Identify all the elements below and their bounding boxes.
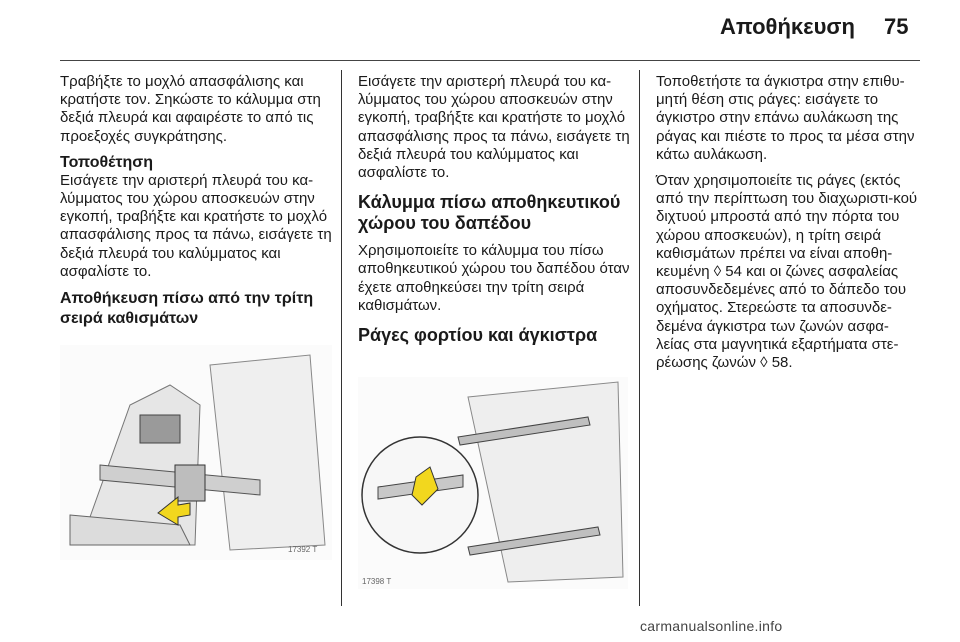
page-number: 75 [884,14,909,39]
paragraph: Χρησιμοποιείτε το κάλυμμα του πίσω αποθηκευτικού χώρου του δαπέδου όταν έχετε αποθηκεύσει την τρίτη σειρά καθισμάτων. [358,242,630,314]
figure-cargo-rails [358,377,628,589]
section-heading: Ράγες φορτίου και άγκιστρα [358,325,598,346]
paragraph: Όταν χρησιμοποιείτε τις ράγες (εκτός από την περίπτωση του διαχωριστι-κού διχτυού μπροστά από την πόρτα του χώρου αποσκευών), η τρίτη σειρά καθισμάτων πρέπει να είναι αποθη-κευμένη ◊ 54 και οι ζώνες ασφαλείας αποσυνδεδεμένες από το δάπεδο του οχήματος. Στερεώστε τα αποσυνδε-δεμένα άγκιστρα των ζωνών ασφα-λείας στα μαγνητικά εξαρτήματα στε-ρέωσης ζωνών ◊ 58. [656,172,918,372]
paragraph: Εισάγετε την αριστερή πλευρά του κα-λύμματος του χώρου αποσκευών στην εγκοπή, τραβήξτε και κρατήστε το μοχλό απασφάλισης προς τα πάνω, εισάγετε τη δεξιά πλευρά του καλύμματος και ασφαλίστε το. [358,73,630,182]
paragraph: Τραβήξτε το μοχλό απασφάλισης και κρατήστε τον. Σηκώστε το κάλυμμα στη δεξιά πλευρά και αφαιρέστε το από τις προεξοχές συγκράτησης. [60,73,321,145]
figure-seat-storage [60,345,332,560]
section-heading: Κάλυμμα πίσω αποθηκευτικού χώρου του δαπέδου [358,192,621,234]
figure-code: 17398 T [362,577,392,586]
section-heading: Τοποθέτηση [60,153,153,171]
page-title: Αποθήκευση [720,14,855,39]
seat-storage-illustration [60,345,332,560]
column-3 [656,73,922,380]
column-1 [60,73,332,339]
section-heading: Αποθήκευση πίσω από την τρίτη σειρά καθισμάτων [60,290,314,328]
header-divider [60,60,920,61]
column-divider [341,70,342,606]
paragraph: Τοποθετήστε τα άγκιστρα στην επιθυ-μητή θέση στις ράγες: εισάγετε το άγκιστρο στην επάνω αυλάκωση της ράγας και πιέστε το προς τα μέσα στην κάτω αυλάκωση. [656,73,915,163]
watermark-footer: carmanualsonline.info [640,618,783,634]
column-2 [358,73,636,354]
cargo-rails-illustration [358,377,628,589]
paragraph: Εισάγετε την αριστερή πλευρά του κα-λύμματος του χώρου αποσκευών στην εγκοπή, τραβήξτε και κρατήστε το μοχλό απασφάλισης προς τα πάνω, εισάγετε τη δεξιά πλευρά του καλύμματος και ασφαλίστε το. [60,171,332,280]
figure-code: 17392 T [288,545,318,554]
column-divider [639,70,640,606]
